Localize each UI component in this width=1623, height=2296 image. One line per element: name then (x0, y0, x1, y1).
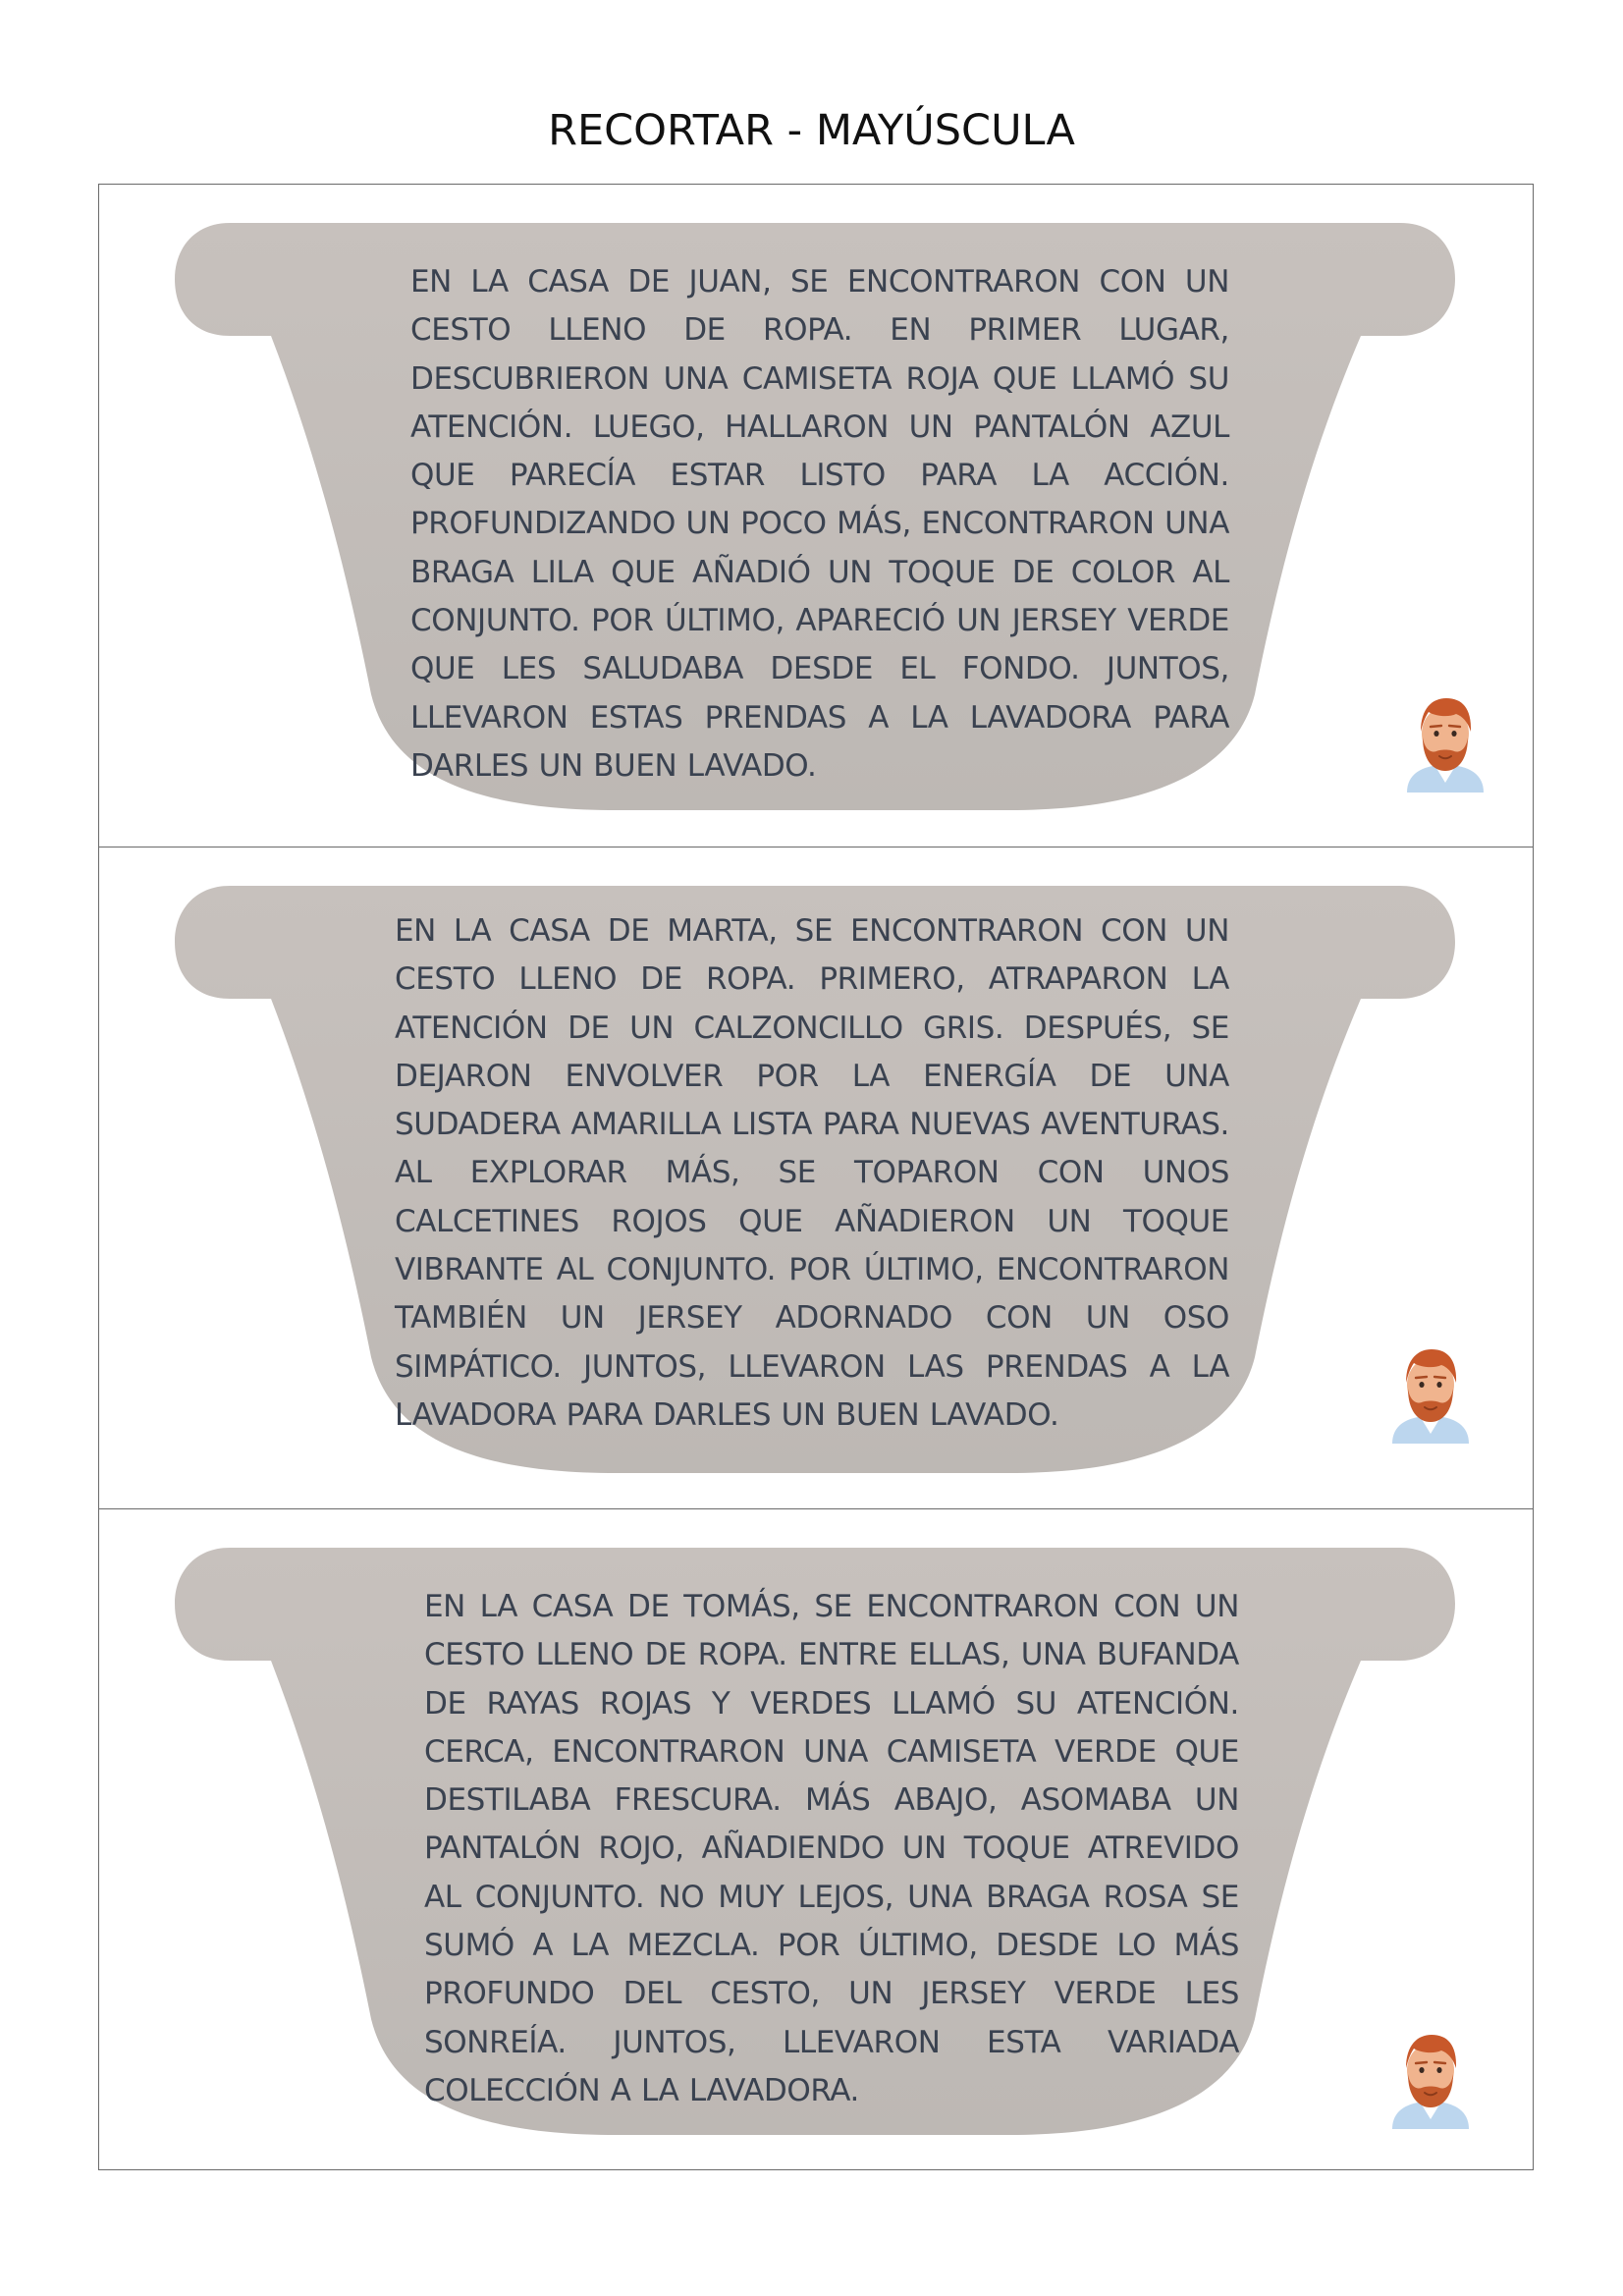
story-card-marta (98, 847, 1534, 1509)
story-text: EN LA CASA DE MARTA, SE ENCONTRARON CON UN CESTO LLENO DE ROPA. PRIMERO, ATRAPARON LA ATENCIÓN DE UN CALZONCILLO GRIS. DESPUÉS, SE DEJARON ENVOLVER POR LA ENERGÍA DE UNA SUDADERA AMARILLA LISTA PARA NUEVAS AVENTURAS. AL EXPLORAR MÁS, SE TOPARON CON UNOS CALCETINES ROJOS QUE AÑADIERON UN TOQUE VIBRANTE AL CONJUNTO. POR ÚLTIMO, ENCONTRARON TAMBIÉN UN JERSEY ADORNADO CON UN OSO SIMPÁTICO. JUNTOS, LLEVARON LAS PRENDAS A LA LAVADORA PARA DARLES UN BUEN LAVADO. (395, 913, 1229, 1433)
bearded-man-avatar-icon (1384, 2031, 1477, 2129)
bearded-man-avatar-icon (1399, 694, 1491, 793)
story-card-juan (98, 184, 1534, 847)
story-text: EN LA CASA DE TOMÁS, SE ENCONTRARON CON UN CESTO LLENO DE ROPA. ENTRE ELLAS, UNA BUFANDA DE RAYAS ROJAS Y VERDES LLAMÓ SU ATENCIÓN. CERCA, ENCONTRARON UNA CAMISETA VERDE QUE DESTILABA FRESCURA. MÁS ABAJO, ASOMABA UN PANTALÓN ROJO, AÑADIENDO UN TOQUE ATREVIDO AL CONJUNTO. NO MUY LEJOS, UNA BRAGA ROSA SE SUMÓ A LA MEZCLA. POR ÚLTIMO, DESDE LO MÁS PROFUNDO DEL CESTO, UN JERSEY VERDE LES SONREÍA. JUNTOS, LLEVARON ESTA VARIADA COLECCIÓN A LA LAVADORA. (424, 1589, 1239, 2108)
bearded-man-avatar-icon (1384, 1345, 1477, 1444)
page-title: RECORTAR - MAYÚSCULA (548, 106, 1075, 155)
story-card-tomas (98, 1508, 1534, 2171)
story-text: EN LA CASA DE JUAN, SE ENCONTRARON CON UN CESTO LLENO DE ROPA. EN PRIMER LUGAR, DESCUBRIERON UNA CAMISETA ROJA QUE LLAMÓ SU ATENCIÓN. LUEGO, HALLARON UN PANTALÓN AZUL QUE PARECÍA ESTAR LISTO PARA LA ACCIÓN. PROFUNDIZANDO UN POCO MÁS, ENCONTRARON UNA BRAGA LILA QUE AÑADIÓ UN TOQUE DE COLOR AL CONJUNTO. POR ÚLTIMO, APARECIÓ UN JERSEY VERDE QUE LES SALUDABA DESDE EL FONDO. JUNTOS, LLEVARON ESTAS PRENDAS A LA LAVADORA PARA DARLES UN BUEN LAVADO. (410, 264, 1229, 784)
